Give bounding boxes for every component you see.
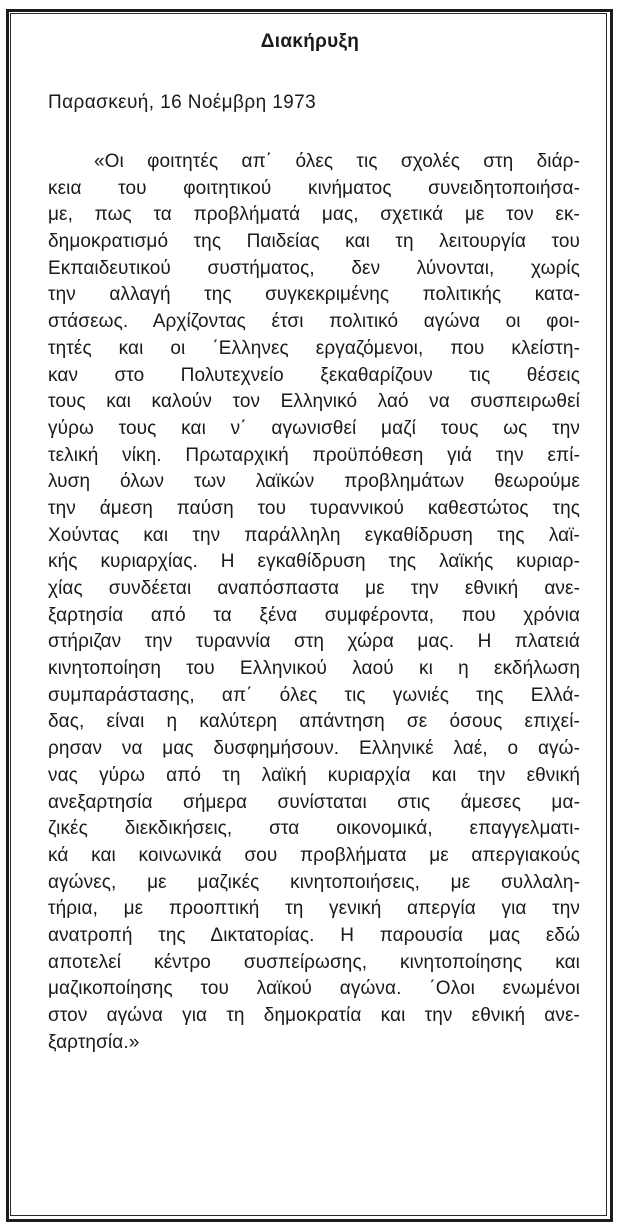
- body-line: Χούντας και την παράλληλη εγκαθίδρυση της λαϊ-: [48, 524, 580, 546]
- body-line: καν στο Πολυτεχνείο ξεκαθαρίζουν τις θέσεις: [48, 364, 580, 386]
- body-line: γύρω τους και ν΄ αγωνισθεί μαζί τους ως την: [48, 417, 580, 439]
- body-line: συμπαράστασης, απ΄ όλες τις γωνιές της Ελλά-: [48, 684, 580, 706]
- body-line: την αλλαγή της συγκεκριμένης πολιτικής κατα-: [48, 284, 580, 306]
- body-line: χίας συνδέεται αναπόσπαστα με την εθνική ανε-: [48, 578, 580, 599]
- body-line: ζικές διεκδικήσεις, στα οικονομικά, επαγγελματι-: [48, 818, 580, 840]
- body-line: κής κυριαρχίας. Η εγκαθίδρυση της λαϊκής κυριαρ-: [48, 551, 580, 573]
- body-line: κεια του φοιτητικού κινήματος συνειδητοποιήσα-: [48, 177, 580, 199]
- body-line: αγώνες, με μαζικές κινητοποιήσεις, με συλλαλη-: [48, 871, 580, 893]
- body-line: στον αγώνα για τη δημοκρατία και την εθνική ανε-: [48, 1005, 580, 1026]
- body-line: ξαρτησία από τα ξένα συμφέροντα, που χρόνια: [48, 604, 580, 626]
- body-line: δας, είναι η καλύτερη απάντηση σε όσους επιχεί-: [48, 711, 580, 733]
- body-line: με, πως τα προβλήματά μας, σχετικά με τον εκ-: [48, 204, 580, 226]
- body-line: τητές και οι ΄Ελληνες εργαζόμενοι, που κλείστη-: [48, 337, 580, 359]
- proclamation-body: [48, 149, 580, 1056]
- body-line: την άμεση παύση του τυραννικού καθεστώτος της: [48, 497, 580, 519]
- document-date: Παρασκευή, 16 Νοέμβρη 1973: [48, 92, 317, 113]
- body-line: μαζικοποίησης του λαϊκού αγώνα. ΄Ολοι ενωμένοι: [48, 978, 580, 1000]
- body-line: ανατροπή της Δικτατορίας. Η παρουσία μας εδώ: [48, 924, 580, 946]
- body-line: τήρια, με προοπτική τη γενική απεργία για την: [48, 898, 580, 920]
- body-line: Εκπαιδευτικού συστήματος, δεν λύνονται, χωρίς: [48, 257, 580, 279]
- body-line: «Οι φοιτητές απ΄ όλες τις σχολές στη διάρ-: [94, 151, 580, 172]
- body-line: ρησαν να μας δυσφημήσουν. Ελληνικέ λαέ, ο αγώ-: [48, 738, 580, 760]
- body-line: ανεξαρτησία σήμερα συνίσταται στις άμεσες μα-: [48, 791, 580, 813]
- body-line: κινητοποίηση του Ελληνικού λαού κι η εκδήλωση: [48, 658, 580, 680]
- body-line: ξαρτησία.»: [48, 1031, 140, 1053]
- body-line: νας γύρω από τη λαϊκή κυριαρχία και την εθνική: [48, 764, 580, 786]
- body-line: τελική νίκη. Πρωταρχική προϋπόθεση γιά την επί-: [48, 444, 580, 466]
- body-line: κά και κοινωνικά σου προβλήματα με απεργιακούς: [48, 844, 580, 866]
- body-line: στάσεως. Αρχίζοντας έτσι πολιτικό αγώνα οι φοι-: [48, 311, 580, 333]
- document-title: Διακήρυξη: [260, 31, 360, 52]
- body-line: αποτελεί κέντρο συσπείρωσης, κινητοποίησης και: [48, 951, 580, 973]
- body-line: στήριζαν την τυραννία στη χώρα μας. Η πλατειά: [48, 631, 580, 653]
- body-line: λυση όλων των λαϊκών προβλημάτων θεωρούμε: [48, 471, 580, 493]
- body-line: δημοκρατισμό της Παιδείας και τη λειτουργία του: [48, 231, 580, 253]
- body-line: τους και καλούν τον Ελληνικό λαό να συσπειρωθεί: [48, 391, 580, 413]
